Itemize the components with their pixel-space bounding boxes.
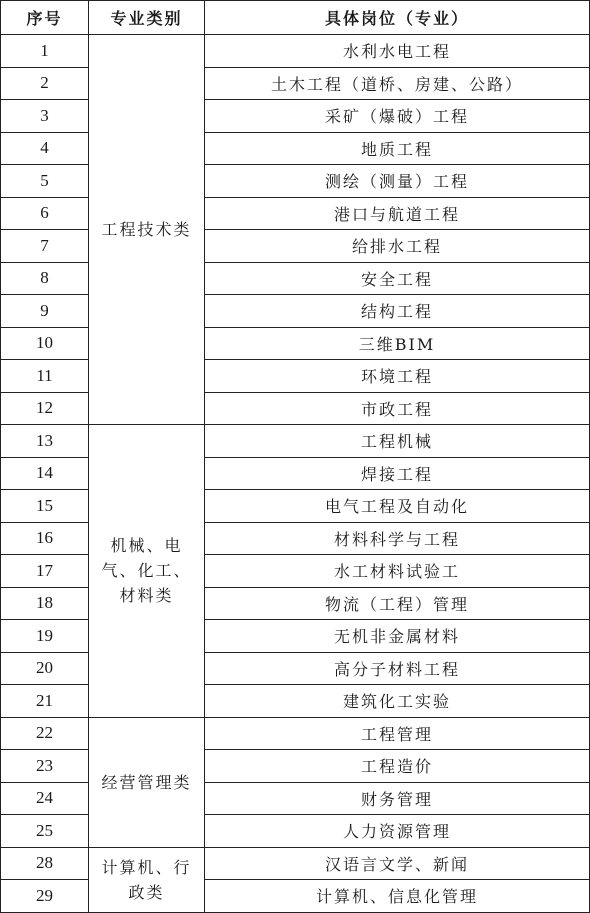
category-cell: 机械、电气、化工、材料类: [89, 425, 205, 718]
serial-number-cell: 29: [1, 880, 89, 913]
table-body: [1, 35, 590, 913]
position-cell: 测绘（测量）工程: [205, 165, 590, 198]
serial-number-cell: 9: [1, 295, 89, 328]
table-row: [1, 425, 590, 458]
serial-number-cell: 16: [1, 522, 89, 555]
serial-number-cell: 28: [1, 847, 89, 880]
serial-number-cell: 19: [1, 620, 89, 653]
table-row: [1, 847, 590, 880]
category-cell: 计算机、行政类: [89, 847, 205, 912]
table-header-row: [1, 1, 590, 35]
position-cell: 市政工程: [205, 392, 590, 425]
serial-number-cell: 20: [1, 652, 89, 685]
serial-number-cell: 11: [1, 360, 89, 393]
position-cell: 无机非金属材料: [205, 620, 590, 653]
serial-number-cell: 14: [1, 457, 89, 490]
serial-number-cell: 8: [1, 262, 89, 295]
serial-number-cell: 5: [1, 165, 89, 198]
serial-number-cell: 21: [1, 685, 89, 718]
position-cell: 物流（工程）管理: [205, 587, 590, 620]
position-cell: 环境工程: [205, 360, 590, 393]
position-cell: 财务管理: [205, 782, 590, 815]
serial-number-cell: 18: [1, 587, 89, 620]
category-cell: 工程技术类: [89, 35, 205, 425]
position-cell: 采矿（爆破）工程: [205, 100, 590, 133]
position-cell: 土木工程（道桥、房建、公路）: [205, 67, 590, 100]
serial-number-cell: 10: [1, 327, 89, 360]
position-cell: 高分子材料工程: [205, 652, 590, 685]
position-cell: 电气工程及自动化: [205, 490, 590, 523]
position-cell: 水利水电工程: [205, 35, 590, 68]
position-cell: 工程机械: [205, 425, 590, 458]
serial-number-cell: 1: [1, 35, 89, 68]
position-cell: 安全工程: [205, 262, 590, 295]
serial-number-cell: 12: [1, 392, 89, 425]
position-cell: 人力资源管理: [205, 815, 590, 848]
serial-number-cell: 15: [1, 490, 89, 523]
serial-number-cell: 13: [1, 425, 89, 458]
position-cell: 工程管理: [205, 717, 590, 750]
position-cell: 汉语言文学、新闻: [205, 847, 590, 880]
serial-number-cell: 23: [1, 750, 89, 783]
serial-number-cell: 3: [1, 100, 89, 133]
header-serial-number: 序号: [1, 1, 89, 35]
header-category: 专业类别: [89, 1, 205, 35]
serial-number-cell: 25: [1, 815, 89, 848]
position-cell: 给排水工程: [205, 230, 590, 263]
category-cell: 经营管理类: [89, 717, 205, 847]
position-cell: 水工材料试验工: [205, 555, 590, 588]
table-row: [1, 717, 590, 750]
position-cell: 计算机、信息化管理: [205, 880, 590, 913]
serial-number-cell: 6: [1, 197, 89, 230]
serial-number-cell: 22: [1, 717, 89, 750]
serial-number-cell: 24: [1, 782, 89, 815]
position-cell: 工程造价: [205, 750, 590, 783]
serial-number-cell: 2: [1, 67, 89, 100]
position-cell: 材料科学与工程: [205, 522, 590, 555]
position-cell: 焊接工程: [205, 457, 590, 490]
serial-number-cell: 7: [1, 230, 89, 263]
position-cell: 地质工程: [205, 132, 590, 165]
serial-number-cell: 17: [1, 555, 89, 588]
position-cell: 三维BIM: [205, 327, 590, 360]
table-row: [1, 35, 590, 68]
serial-number-cell: 4: [1, 132, 89, 165]
header-position: 具体岗位（专业）: [205, 1, 590, 35]
position-cell: 建筑化工实验: [205, 685, 590, 718]
position-cell: 结构工程: [205, 295, 590, 328]
position-cell: 港口与航道工程: [205, 197, 590, 230]
